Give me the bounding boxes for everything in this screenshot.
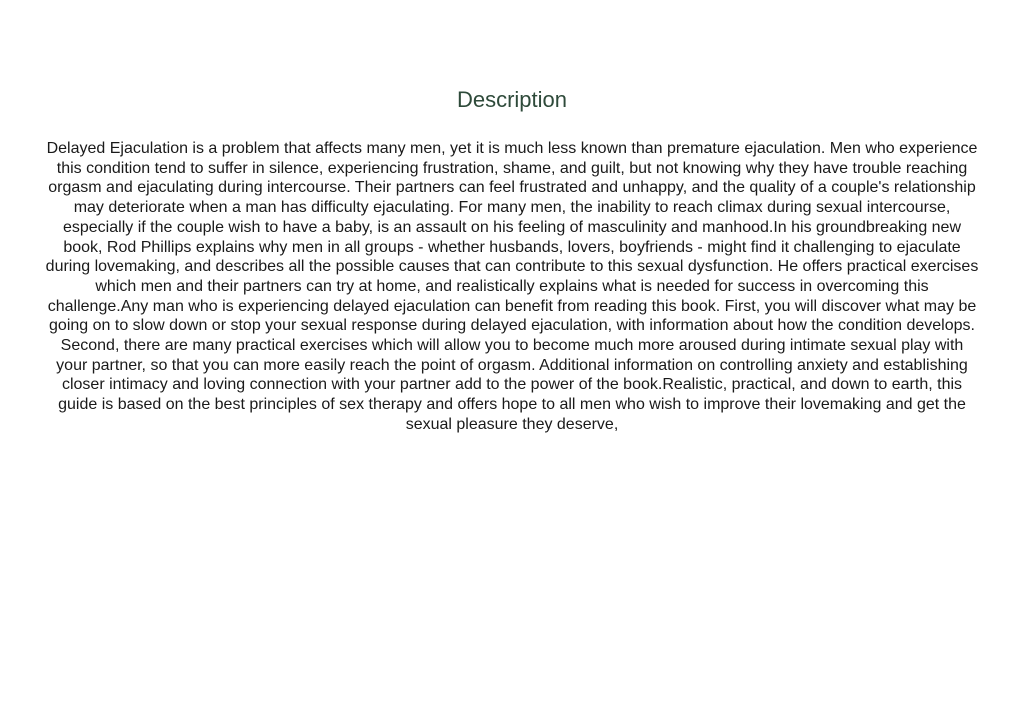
description-body: Delayed Ejaculation is a problem that affects many men, yet it is much less known than premature ejaculation. Men who experience this condition tend to suffer in silence, experiencing frustration, shame, and guilt, but not knowing why they have trouble reaching orgasm and ejaculating during intercourse. Their partners can feel frustrated and unhappy, and the quality of a couple's relationship may deteriorate when a man has difficulty ejaculating. For many men, the inability to reach climax during sexual intercourse, especially if the couple wish to have a baby, is an assault on his feeling of masculinity and manhood.In his groundbreaking new book, Rod Phillips explains why men in all groups - whether husbands, lovers, boyfriends - might find it challenging to ejaculate during lovemaking, and describes all the possible causes that can contribute to this sexual dysfunction. He offers practical exercises which men and their partners can try at home, and realistically explains what is needed for success in overcoming this challenge.Any man who is experiencing delayed ejaculation can benefit from reading this book. First, you will discover what may be going on to slow down or stop your sexual response during delayed ejaculation, with information about how the condition develops. Second, there are many practical exercises which will allow you to become much more aroused during intimate sexual play with your partner, so that you can more easily reach the point of orgasm. Additional information on controlling anxiety and establishing closer intimacy and loving connection with your partner add to the power of the book.Realistic, practical, and down to earth, this guide is based on the best principles of sex therapy and offers hope to all men who wish to improve their lovemaking and get the sexual pleasure they deserve, [45, 140, 979, 433]
description-heading: Description [456, 87, 568, 112]
